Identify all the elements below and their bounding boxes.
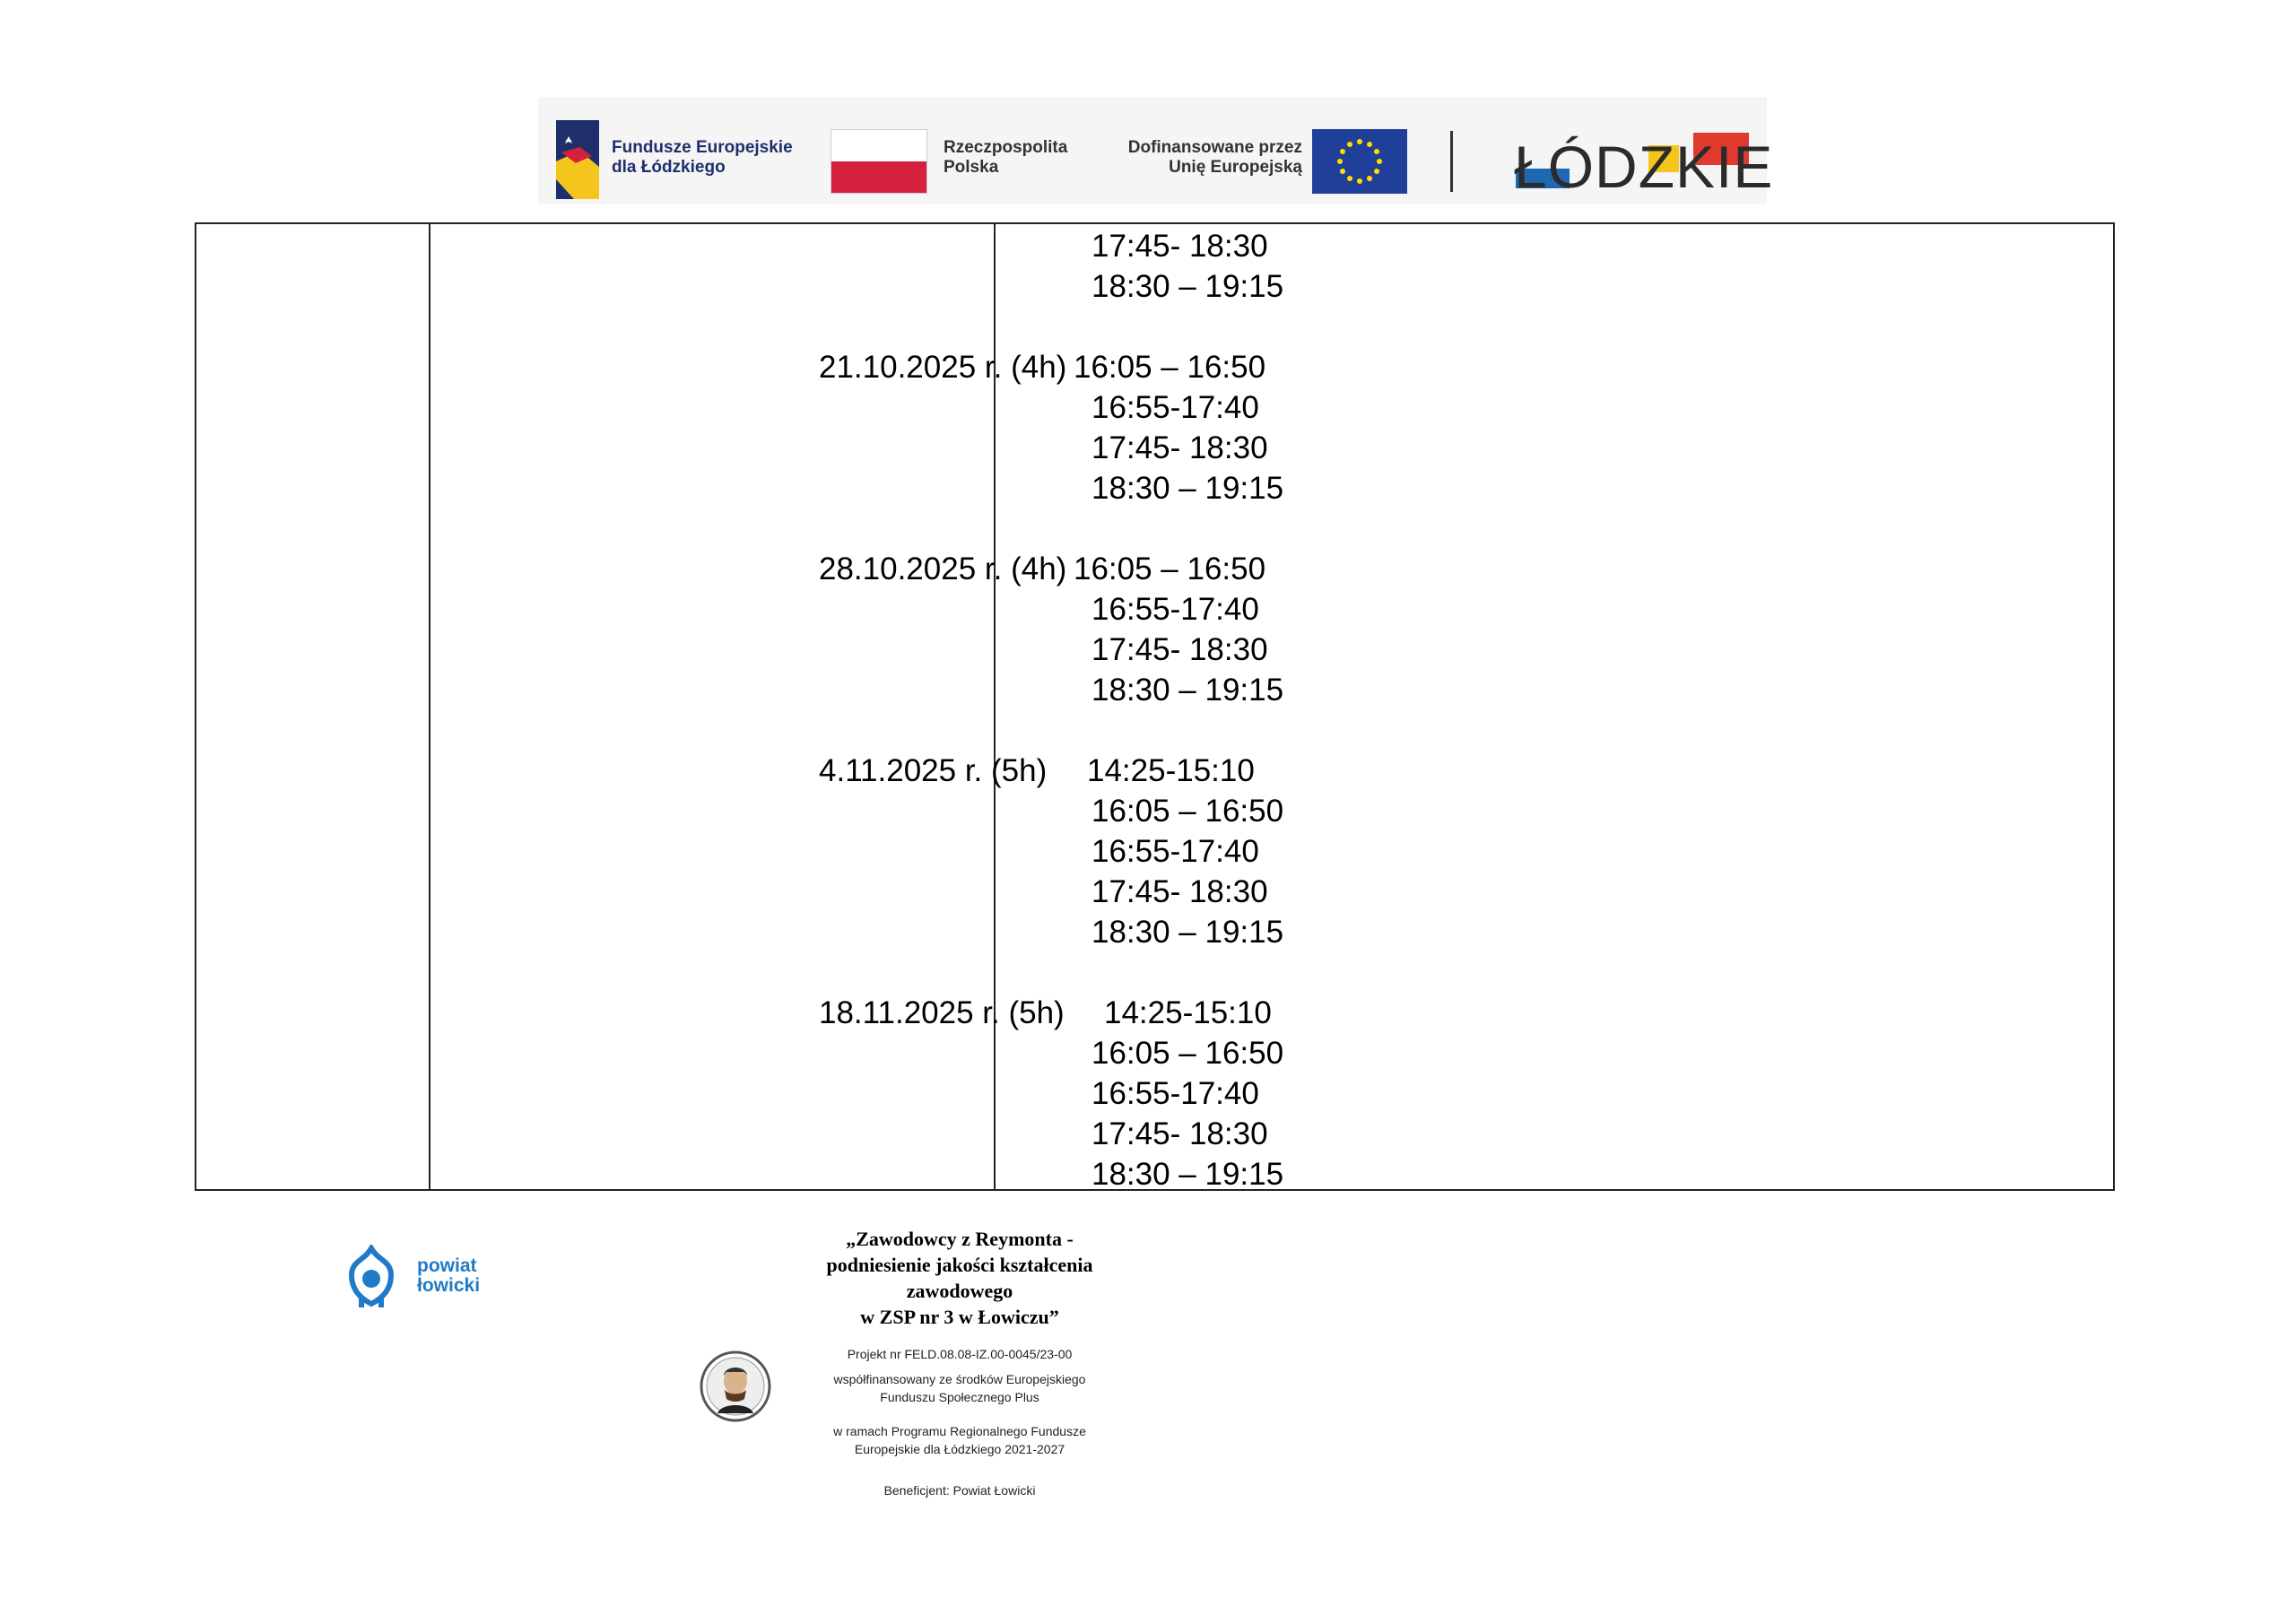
fe-line-2: dla Łódzkiego <box>612 158 726 177</box>
session-time: 16:55-17:40 <box>1091 390 1259 425</box>
eu-line-1: Dofinansowane przez <box>1127 138 1302 157</box>
session-time: 16:05 – 16:50 <box>1091 794 1284 829</box>
session-time: 18:30 – 19:15 <box>1091 915 1284 950</box>
eu-line-2: Unię Europejską <box>1169 158 1302 177</box>
session-time: 17:45- 18:30 <box>1091 874 1268 909</box>
session-time: 14:25-15:10 <box>1104 995 1272 1030</box>
powiat-lowicki-logo-icon <box>344 1245 398 1309</box>
fe-logo-text <box>612 138 793 178</box>
session-date: 21.10.2025 r. (4h) <box>819 350 1067 385</box>
session-time: 18:30 – 19:15 <box>1091 269 1284 304</box>
fe-line-1: Fundusze Europejskie <box>612 138 793 157</box>
session-time: 16:55-17:40 <box>1091 834 1259 869</box>
session-time: 16:55-17:40 <box>1091 592 1259 627</box>
cofinance-line: Funduszu Społecznego Plus <box>880 1390 1039 1404</box>
session-date: 18.11.2025 r. (5h) <box>819 995 1065 1030</box>
session-time: 16:55-17:40 <box>1091 1076 1259 1111</box>
project-title-line: podniesienie jakości kształcenia <box>826 1254 1093 1276</box>
programme-line: Europejskie dla Łódzkiego 2021-2027 <box>854 1442 1065 1456</box>
funding-logo-bar <box>538 97 1774 204</box>
session-date: 4.11.2025 r. (5h) <box>819 753 1048 788</box>
programme-text <box>789 1422 1130 1458</box>
session-time: 16:05 – 16:50 <box>1074 350 1266 385</box>
cofinance-line: współfinansowany ze środków Europejskiego <box>833 1372 1086 1386</box>
column-divider <box>429 224 430 1189</box>
project-title-line: w ZSP nr 3 w Łowiczu” <box>860 1306 1059 1328</box>
session-time: 17:45- 18:30 <box>1091 229 1268 264</box>
session-time: 18:30 – 19:15 <box>1091 673 1284 708</box>
session-time: 14:25-15:10 <box>1087 753 1255 788</box>
powiat-line-1: powiat <box>417 1255 477 1276</box>
session-time: 16:05 – 16:50 <box>1074 551 1266 586</box>
schedule-table <box>195 222 2115 1191</box>
logo-separator <box>1450 131 1453 192</box>
fundusze-europejskie-logo <box>552 117 603 203</box>
session-time: 17:45- 18:30 <box>1091 1116 1268 1151</box>
pl-line-1: Rzeczpospolita <box>944 138 1068 157</box>
project-title <box>771 1226 1148 1330</box>
cofinance-text <box>789 1370 1130 1406</box>
project-title-line: zawodowego <box>906 1280 1013 1302</box>
lodzkie-logo <box>1514 129 1774 201</box>
pl-line-2: Polska <box>944 158 999 177</box>
eu-flag-icon <box>1312 129 1407 194</box>
session-date: 28.10.2025 r. (4h) <box>819 551 1067 586</box>
polish-flag-icon <box>831 129 927 194</box>
project-title-line: „Zawodowcy z Reymonta - <box>846 1228 1074 1250</box>
session-time: 17:45- 18:30 <box>1091 632 1268 667</box>
session-time: 18:30 – 19:15 <box>1091 471 1284 506</box>
programme-line: w ramach Programu Regionalnego Fundusze <box>833 1424 1086 1438</box>
session-time: 17:45- 18:30 <box>1091 430 1268 465</box>
powiat-line-2: łowicki <box>417 1275 481 1296</box>
pl-logo-text <box>944 138 1067 178</box>
eu-logo-text <box>1112 138 1302 178</box>
session-time: 18:30 – 19:15 <box>1091 1157 1284 1192</box>
beneficiary: Beneficjent: Powiat Łowicki <box>883 1483 1036 1498</box>
reymont-portrait-icon <box>700 1350 771 1422</box>
lodzkie-wordmark: ŁÓDZKIE <box>1514 134 1774 200</box>
session-time: 16:05 – 16:50 <box>1091 1036 1284 1071</box>
powiat-logo-text <box>417 1256 480 1296</box>
project-number: Projekt nr FELD.08.08-IZ.00-0045/23-00 <box>847 1347 1073 1361</box>
